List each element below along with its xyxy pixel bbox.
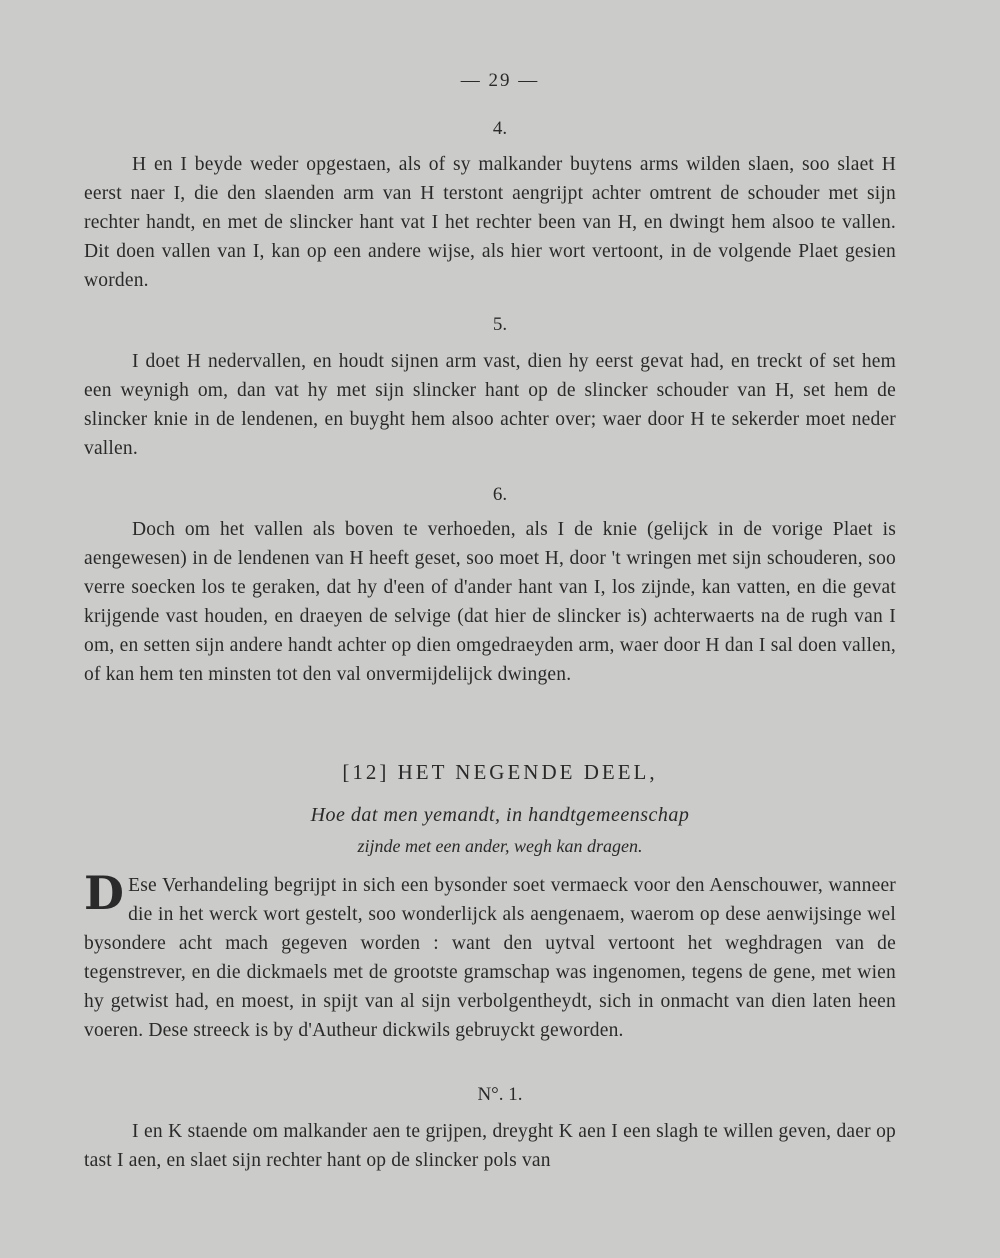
section-5-paragraph: I doet H nedervallen, en houdt sijnen arm vast, dien hy eerst gevat had, en treckt of set hem een weynigh om, dan vat hy met sijn slincker hant op de slincker schouder van H, set hem de slincker knie in de lendenen, en buyght hem alsoo achter over; waer door H te sekerder moet neder vallen. (84, 351, 896, 459)
chapter-intro-paragraph (84, 866, 896, 1045)
chapter-intro-text: Ese Verhandeling begrijpt in sich een bysonder soet vermaeck voor den Aenschouwer, wanneer die in het werck wort gestelt, soo wonderlijck als aengenaem, waerom op dese aenwijsinge wel bysondere acht mach gegeven worden : want den uytval vertoont het weghdragen van de tegenstrever, en die dickmaels met de grootste gramschap was ingenomen, tegens de gene, met wien hy getwist had, en moest, in spijt van al sijn verbolgentheydt, sich in onmacht van dien laten heen voeren. Dese streeck is by d'Autheur dickwils gebruyckt geworden. (84, 875, 896, 1041)
section-6-paragraph: Doch om het vallen als boven te verhoeden, als I de knie (gelijck in de vorige Plaet is aengewesen) in de lendenen van H heeft geset, soo moet H, door 't wringen met sijn schouderen, soo verre soecken los te geraken, dat hy d'een of d'ander hant van I, los zijnde, kan vatten, en die gevat krijgende vast houden, en draeyen de selvige (dat hier de slincker is) achterwaerts na de rugh van I om, en setten sijn andere handt achter op dien omgedraeyden arm, waer door H dan I sal doen vallen, of kan hem ten minsten tot den val onvermijdelijck dwingen. (84, 519, 896, 685)
page-number: — 29 — (460, 70, 540, 91)
chapter-heading: [12] HET NEGENDE DEEL, (342, 760, 658, 784)
n1-paragraph: I en K staende om malkander aen te grijpen, dreyght K aen I een slagh te willen geven, daer op tast I aen, en slaet sijn rechter hant op de slincker pols van (84, 1121, 896, 1171)
chapter-subtitle-line2: zijnde met een ander, wegh kan dragen. (357, 836, 643, 856)
n1-number: N°. 1. (477, 1084, 523, 1105)
section-number-6: 6. (492, 484, 508, 505)
chapter-subtitle-line1: Hoe dat men yemandt, in handtgemeenschap (310, 804, 690, 826)
section-number-4: 4. (492, 118, 508, 139)
section-4-paragraph: H en I beyde weder opgestaen, als of sy malkander buytens arms wilden slaen, soo slaet H eerst naer I, die den slaenden arm van H terstont aengrijpt achter omtrent de schouder met sijn rechter handt, en met de slincker hant vat I het rechter been van H, en dwingt hem alsoo te vallen. Dit doen vallen van I, kan op een andere wijse, als hier wort vertoont, in de volgende Plaet gesien worden. (84, 154, 896, 291)
section-number-5: 5. (492, 314, 508, 335)
drop-cap: D (84, 866, 125, 920)
